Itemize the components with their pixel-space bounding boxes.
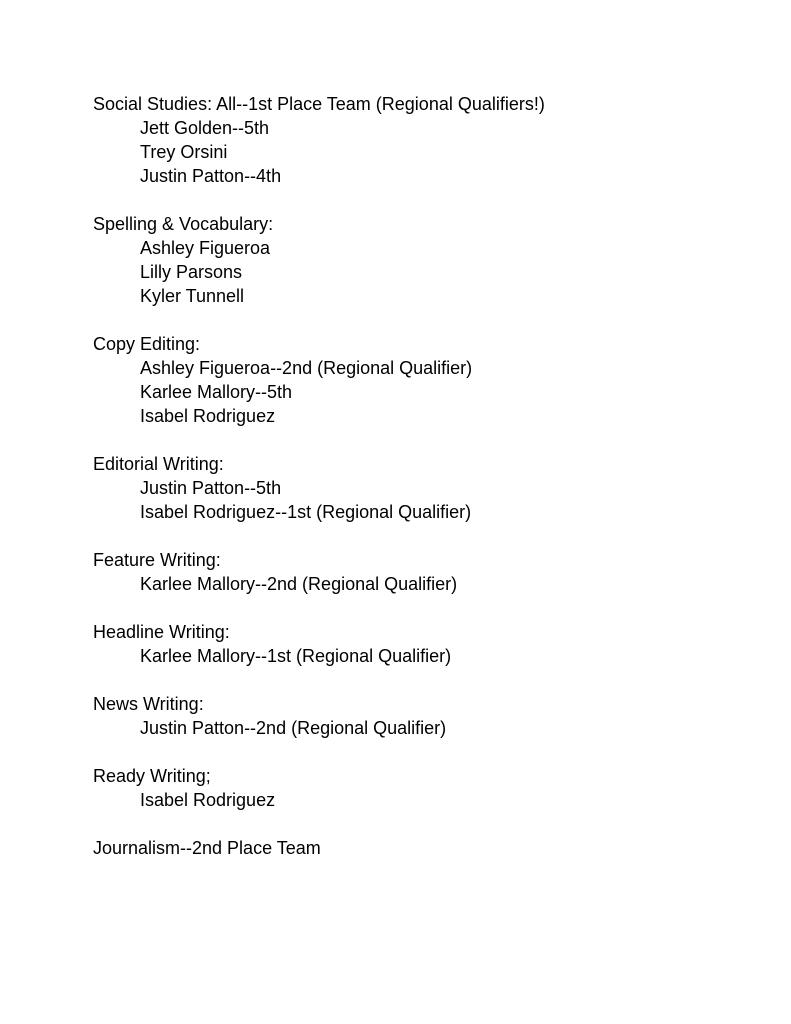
section-heading-news-writing: News Writing: [93, 694, 204, 714]
section-heading-spelling-vocabulary: Spelling & Vocabulary: [93, 214, 274, 234]
spacer [93, 308, 753, 332]
spacer [93, 428, 753, 452]
spacer [93, 524, 753, 548]
entry-headline-1: Karlee Mallory--1st (Regional Qualifier) [140, 646, 452, 666]
entry-editorial-2: Isabel Rodriguez--1st (Regional Qualifier) [140, 502, 472, 522]
section-heading-journalism: Journalism--2nd Place Team [93, 838, 321, 858]
spacer [93, 596, 753, 620]
spacer [93, 188, 753, 212]
entry-news-1: Justin Patton--2nd (Regional Qualifier) [140, 718, 447, 738]
entry-social-studies-3: Justin Patton--4th [140, 166, 282, 186]
entry-editorial-1: Justin Patton--5th [140, 478, 282, 498]
section-heading-feature-writing: Feature Writing: [93, 550, 221, 570]
section-heading-headline-writing: Headline Writing: [93, 622, 230, 642]
entry-copy-editing-2: Karlee Mallory--5th [140, 382, 293, 402]
spacer [93, 812, 753, 836]
entry-feature-1: Karlee Mallory--2nd (Regional Qualifier) [140, 574, 458, 594]
entry-ready-writing-1: Isabel Rodriguez [140, 790, 276, 810]
document-page [93, 92, 753, 860]
entry-copy-editing-3: Isabel Rodriguez [140, 406, 276, 426]
section-heading-copy-editing: Copy Editing: [93, 334, 201, 354]
section-heading-social-studies: Social Studies: All--1st Place Team (Regional Qualifiers!) [93, 94, 545, 114]
section-heading-editorial-writing: Editorial Writing: [93, 454, 224, 474]
entry-social-studies-1: Jett Golden--5th [140, 118, 270, 138]
entry-spelling-3: Kyler Tunnell [140, 286, 245, 306]
spacer [93, 740, 753, 764]
entry-spelling-2: Lilly Parsons [140, 262, 243, 282]
section-heading-ready-writing: Ready Writing; [93, 766, 211, 786]
entry-copy-editing-1: Ashley Figueroa--2nd (Regional Qualifier) [140, 358, 473, 378]
entry-spelling-1: Ashley Figueroa [140, 238, 271, 258]
spacer [93, 668, 753, 692]
entry-social-studies-2: Trey Orsini [140, 142, 228, 162]
